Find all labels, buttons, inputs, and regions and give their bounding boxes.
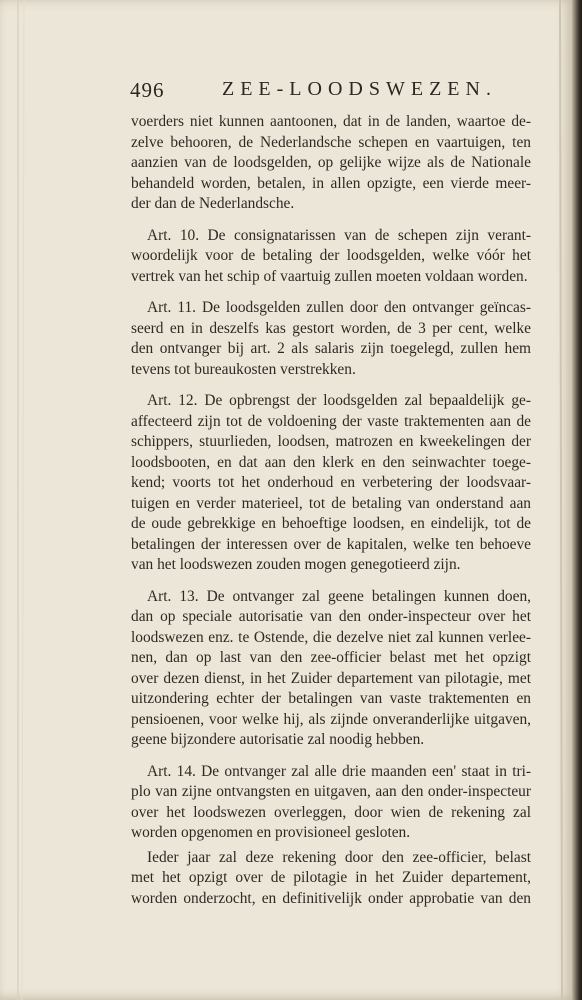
article-12 bbox=[131, 391, 531, 576]
text-line: dan op speciale autorisatie van den onder-inspecteur over het bbox=[131, 608, 531, 625]
page-header bbox=[130, 78, 550, 108]
text-line: over het loodswezen overleggen, door wien de rekening zal bbox=[131, 803, 531, 821]
paragraph-continuation bbox=[131, 112, 531, 215]
text-line: worden opgenomen en provisioneel gesloten. bbox=[131, 824, 411, 841]
text-line: Art. 14. De ontvanger zal alle drie maanden een' staat in tri- bbox=[147, 762, 531, 780]
text-line: over dezen dienst, in het Zuider departement van pilotagie, met bbox=[131, 669, 531, 687]
text-line: aanzien van de loodsgelden, op gelijke wijze als de Nationale bbox=[131, 154, 531, 171]
text-line: de oude gebrekkige en behoeftige loodsen, en eindelijk, tot de bbox=[131, 515, 531, 532]
text-line: uitzondering echter der betalingen van vaste traktementen en bbox=[131, 690, 531, 707]
text-line: tuigen en verder materieel, tot de betaling van onderstand aan bbox=[131, 494, 531, 512]
text-line: behandeld worden, betalen, in allen opzigte, een vierde meer- bbox=[131, 174, 531, 192]
page-edge bbox=[572, 0, 582, 1000]
text-line: worden onderzocht, en definitivelijk onder approbatie van den bbox=[131, 889, 531, 907]
text-line: schippers, stuurlieden, loodsen, matrozen en kweekelingen der bbox=[131, 433, 531, 450]
text-line: van het loodswezen zouden mogen genegotieerd zijn. bbox=[131, 556, 461, 573]
text-line: voerders niet kunnen aantoonen, dat in de landen, waartoe de- bbox=[131, 113, 531, 130]
text-line: met het opzigt over de pilotagie in het Zuider departement, bbox=[131, 869, 531, 886]
text-line: woordelijk voor de betaling der loodsgelden, welke vóór het bbox=[131, 247, 531, 264]
text-line: Ieder jaar zal deze rekening door den zee-officier, belast bbox=[147, 848, 531, 866]
text-line: Art. 12. De opbrengst der loodsgelden zal bepaaldelijk ge- bbox=[147, 392, 531, 409]
text-line: pensioenen, voor welke hij, als zijnde onveranderlijke uitgaven, bbox=[131, 710, 531, 728]
article-10 bbox=[131, 226, 531, 288]
text-line: zelve behooren, de Nederlandsche schepen en vaartuigen, ten bbox=[131, 133, 531, 151]
text-line: betalingen der interessen over de kapitalen, welke ten behoeve bbox=[131, 535, 531, 553]
text-line: seerd en in deszelfs kas gestort worden, de 3 per cent, welke bbox=[131, 319, 531, 337]
text-line: Art. 11. De loodsgelden zullen door den ontvanger geïncas- bbox=[147, 299, 531, 316]
text-line: Art. 13. De ontvanger zal geene betalingen kunnen doen, bbox=[147, 587, 531, 605]
text-line: kend; voorts tot het onderhoud en verbetering der loodsvaar- bbox=[131, 474, 531, 491]
text-line: affecteerd zijn tot de voldoening der vaste traktementen aan de bbox=[131, 412, 531, 430]
text-line: nen, dan op last van den zee-officier belast met het opzigt bbox=[131, 649, 531, 666]
text-line: loodswezen enz. te Ostende, die dezelve niet zal kunnen verlee- bbox=[131, 628, 531, 646]
text-line: vertrek van het schip of vaartuig zullen moeten voldaan worden. bbox=[131, 267, 528, 285]
article-14-continued bbox=[131, 848, 531, 910]
text-line: plo van zijne ontvangsten en uitgaven, aan den onder-inspecteur bbox=[131, 783, 531, 800]
text-line: Art. 10. De consignatarissen van de schepen zijn verant- bbox=[147, 226, 531, 244]
article-14 bbox=[131, 762, 531, 844]
article-13 bbox=[131, 587, 531, 751]
text-line: geene bijzondere autorisatie zal noodig hebben. bbox=[131, 731, 425, 748]
body-text bbox=[131, 112, 531, 909]
article-11 bbox=[131, 298, 531, 380]
text-line: loodsbooten, en dat aan den klerk en den seinwachter toege- bbox=[131, 453, 531, 471]
text-line: den ontvanger bij art. 2 als salaris zijn toegelegd, zullen hem bbox=[131, 340, 531, 357]
text-line: der dan de Nederlandsche. bbox=[131, 195, 295, 212]
text-line: tevens tot bureaukosten verstrekken. bbox=[131, 360, 356, 378]
page-number: 496 bbox=[130, 78, 165, 102]
running-title: ZEE-LOODSWEZEN. bbox=[222, 78, 497, 100]
